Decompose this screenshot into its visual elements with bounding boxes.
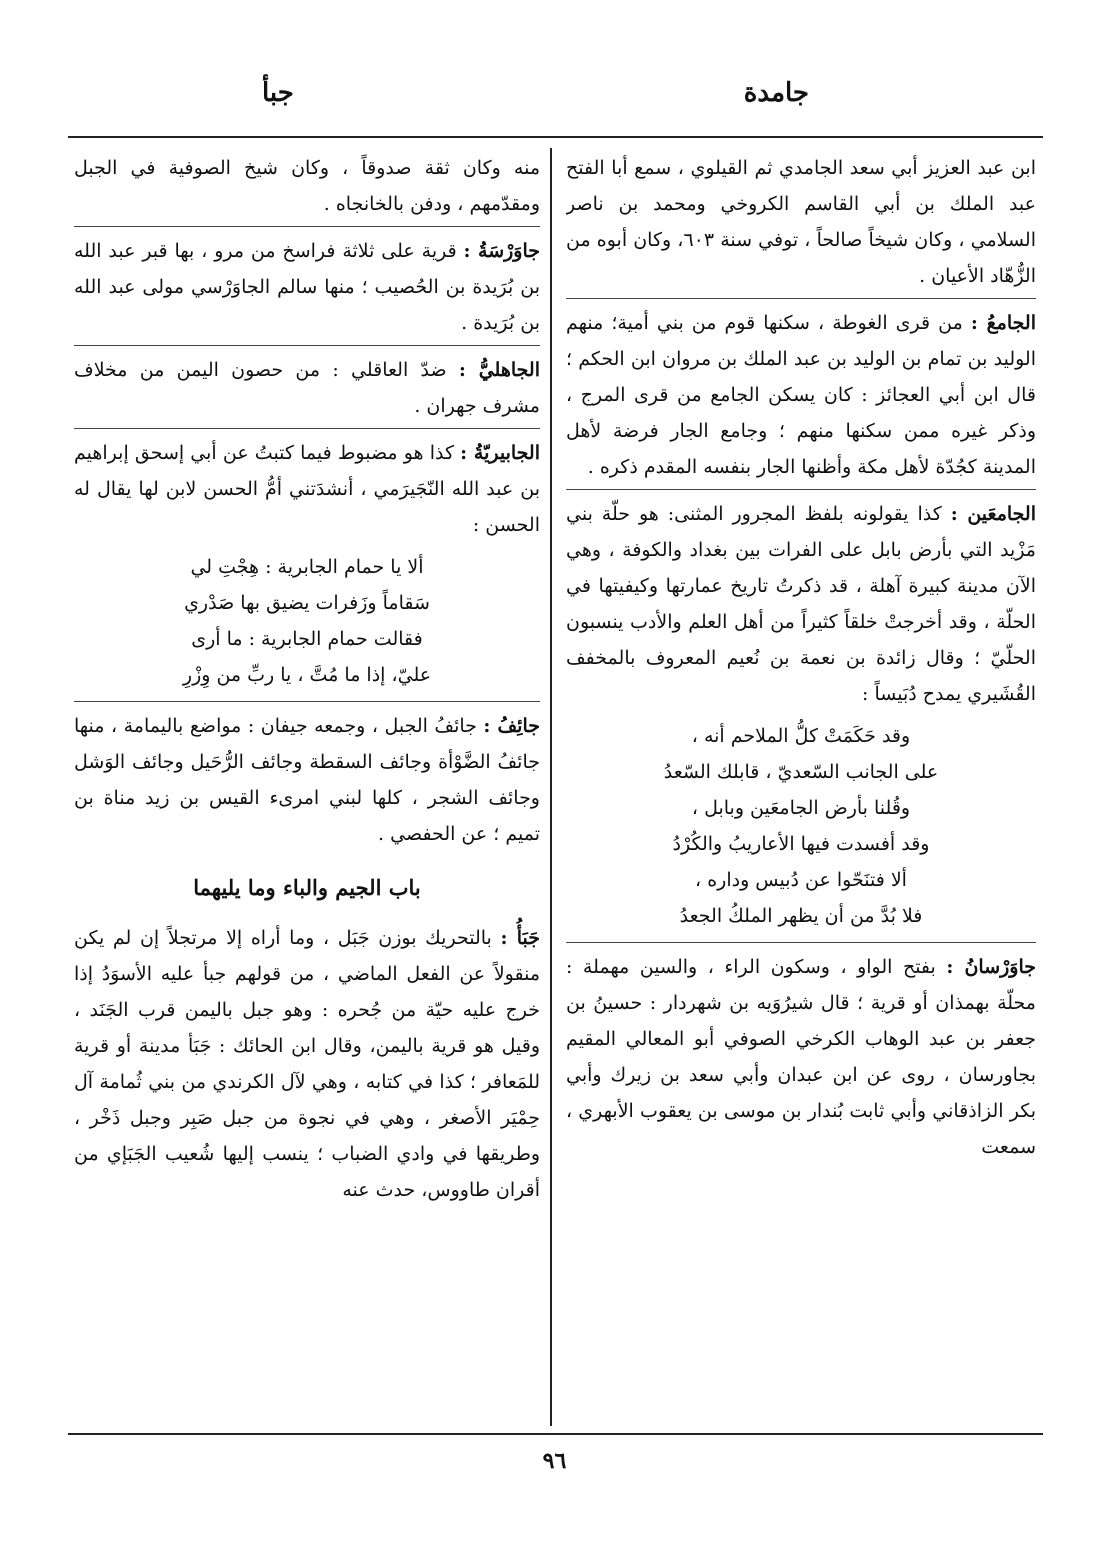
entry-headword: جَبَأُ : [500, 927, 540, 949]
entry-text: قرية على ثلاثة فراسخ من مرو ، بها قبر عبد الله بن بُرَيدة بن الحُصيب ؛ منها سالم الجاوَرْسي مولى عبد الله بن بُرَيدة . [74, 240, 540, 334]
entry-separator [566, 942, 1036, 943]
entry-headword: الجامعَين : [950, 503, 1036, 525]
entry-separator [566, 489, 1036, 490]
running-head-right: جامدة [743, 78, 809, 108]
entry-headword: جائِفُ : [483, 715, 540, 737]
entry-text: بالتحريك بوزن جَبَل ، وما أراه إلا مرتجلاً إن لم يكن منقولاً عن الفعل الماضي ، من قولهم جبأ عليه الأسوَدُ إذا خرج عليه حيّة من جُحره : وهو جبل باليمن قرب الجَنَد ، وقيل هو قرية باليمن، وقال ابن الحائك : جَبَأ مدينة أو قرية للمَعافر ؛ كذا في كتابه ، وهي لآل الكرندي من بني ثُمامة آل حِمْيَر الأصغر ، وهي في نجوة من جبل صَبِر وجبل ذَخْر ، وطريقها في وادي الضباب ؛ ينسب إليها شُعيب الجَبَإي من أقران طاووس، حدث عنه [74, 927, 540, 1201]
entry-al-jamiayn [566, 496, 1036, 712]
entry-continuation [74, 150, 540, 222]
entry-jaba [74, 920, 540, 1208]
poem [74, 549, 540, 693]
entry-text: بفتح الواو ، وسكون الراء ، والسين مهملة : محلّة بهمذان أو قرية ؛ قال شيرُوَيه بن شهردار : حسينُ بن جعفر بن عبد الوهاب الكرخي الصوفي أبو المعالي المقيم بجاورسان ، روى عن ابن عبدان وأبي سعد بن زيرك وأبي بكر الزاذقاني وأبي ثابت بُندار بن موسى بن يعقوب الأبهري ، سمعت [566, 956, 1036, 1158]
poem-verse: وقد حَكَمَتْ كلُّ الملاحم أنه ، [691, 725, 911, 747]
entry-jawarsan [566, 949, 1036, 1165]
poem-verse: وقد أفسدت فيها الأعاريبُ والكُرْدُ [672, 833, 930, 855]
poem [566, 718, 1036, 934]
footer-rule [68, 1433, 1043, 1435]
page-number: ٩٦ [542, 1448, 567, 1474]
entry-al-jami [566, 305, 1036, 485]
poem-verse: سَقاماً وزَفرات يضيق بها صَدْري [184, 592, 430, 614]
left-column [74, 150, 540, 1430]
entry-text: ابن عبد العزيز أبي سعد الجامدي ثم القيلوي ، سمع أبا الفتح عبد الملك بن أبي القاسم الكروخي ومحمد بن ناصر السلامي ، وكان شيخاً صالحاً ، توفي سنة ٦٠٣، وكان أبوه من الزُّهّاد الأعيان . [566, 157, 1036, 287]
entry-headword: الجاهليُّ : [458, 359, 540, 381]
poem-verse: ألا يا حمام الجابرية : هِجْتِ لي [190, 556, 424, 578]
entry-text: كذا يقولونه بلفظ المجرور المثنى: هو حلّة بني مَزْيد التي بأرض بابل على الفرات بين بغداد والكوفة ، وهي الآن مدينة كبيرة آهلة ، قد ذكرتُ تاريخ عمارتها وكيفيتها في الحلّة ، وقد أخرجتْ خلقاً كثيراً من أهل العلم والأدب ينسبون الحلّيّ ؛ وقال زائدة بن نعمة بن نُعيم المعروف بالمخفف القُشَيري يمدح دُبَيساً : [566, 503, 1036, 705]
entry-separator [74, 345, 540, 346]
entry-text: ضدّ العاقلي : من حصون اليمن من مخلاف مشرف جهران . [74, 359, 540, 417]
entry-separator [74, 428, 540, 429]
column-divider [550, 148, 552, 1426]
poem-verse: وقُلنا بأرض الجامعَين وبابل ، [691, 797, 911, 819]
poem-verse: فقالت حمام الجابرية : ما أرى [191, 628, 423, 650]
entry-text: من قرى الغوطة ، سكنها قوم من بني أمية؛ منهم الوليد بن تمام بن الوليد بن عبد الملك بن مروان ابن الحكم ؛ قال ابن أبي العجائز : كان يسكن الجامع من قرى المرج ، وذكر غيره ممن سكنها منهم ؛ وجامع الجار فرضة لأهل المدينة كجُدّة لأهل مكة وأظنها الجار بنفسه المقدم ذكره . [566, 312, 1036, 478]
entry-text: كذا هو مضبوط فيما كتبتُ عن أبي إسحق إبراهيم بن عبد الله النّجَيرَمي ، أنشدَتني أمُّ الحسن لابن لها يقال له الحسن : [74, 442, 540, 536]
entry-headword: جاوَرْسانُ : [946, 956, 1036, 978]
entry-continuation [566, 150, 1036, 294]
entry-separator [566, 298, 1036, 299]
right-column [566, 150, 1036, 1430]
poem-verse: على الجانب السّعديّ ، قابلك السّعدُ [663, 761, 939, 783]
entry-al-jabiriyya [74, 435, 540, 543]
entry-separator [74, 701, 540, 702]
entry-jawarsa [74, 233, 540, 341]
entry-al-jahili [74, 352, 540, 424]
entry-text: منه وكان ثقة صدوقاً ، وكان شيخ الصوفية في الجبل ومقدّمهم ، ودفن بالخانجاه . [74, 157, 540, 215]
entry-separator [74, 226, 540, 227]
poem-verse: عليّ، إذا ما مُتَّ ، يا ربِّ من وِزْرِ [182, 664, 432, 686]
entry-headword: الجابيريّةُ : [460, 442, 540, 464]
entry-headword: الجامعُ : [970, 312, 1036, 334]
section-title: باب الجيم والباء وما يليهما [193, 875, 421, 900]
running-head-left: جبأ [262, 78, 294, 108]
poem-verse: ألا فتنَحّوا عن دُبيس وداره ، [695, 869, 907, 891]
entry-text: جائفُ الجبل ، وجمعه جيفان : مواضع باليمامة ، منها جائفُ الضَّوْأة وجائف السقطة وجائف الرُّحَيل وجائف الوَشل وجائف الشجر ، كلها لبني امرىء القيس بن زيد مناة بن تميم ؛ عن الحفصي . [74, 715, 540, 845]
entry-headword: جاوَرْسَةُ : [463, 240, 540, 262]
header-rule [68, 136, 1043, 138]
poem-verse: فلا بُدَّ من أن يظهر الملكُ الجعدُ [679, 905, 923, 927]
entry-jaif [74, 708, 540, 852]
